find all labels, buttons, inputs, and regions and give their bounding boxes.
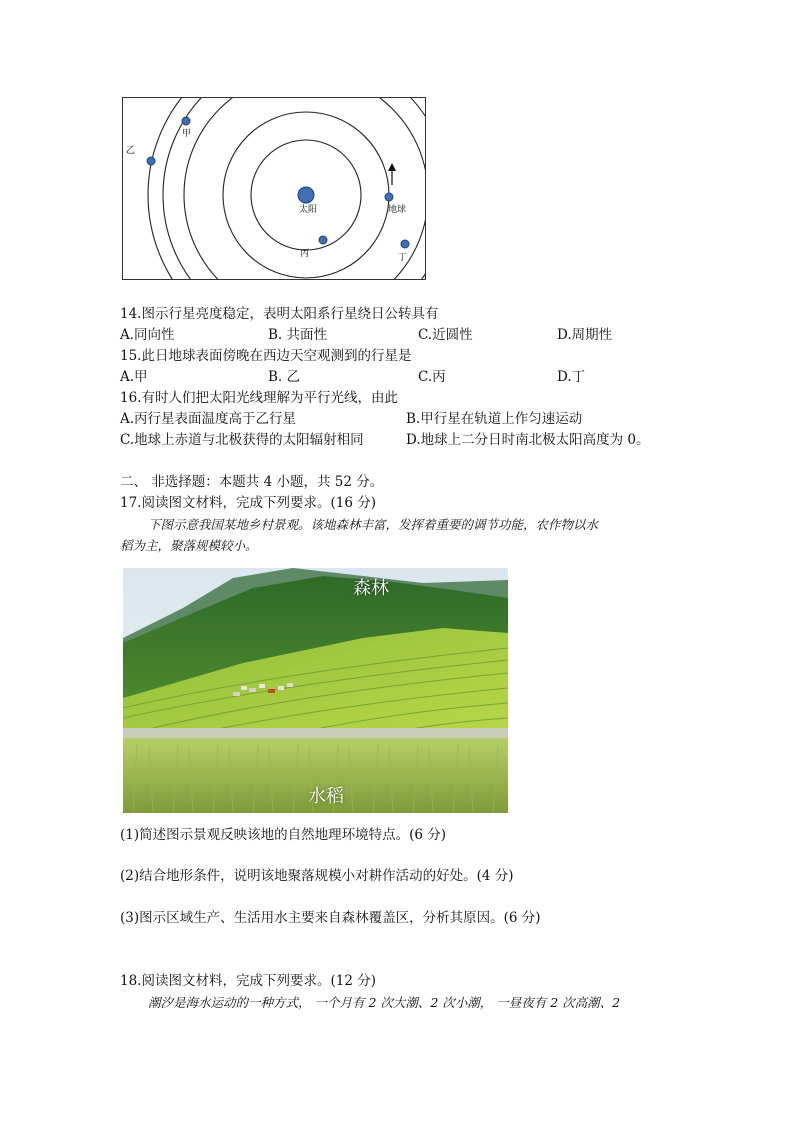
q17-material-line-2: 稻为主，聚落规模较小。 [120,538,258,553]
q18-material-line-1: 潮汐是海水运动的一种方式， 一个月有 2 次大潮、2 次小潮， 一昼夜有 2 次高潮、2 [148,995,621,1010]
q16-stem: 16.有时人们把太阳光线理解为平行光线，由此 [120,390,398,406]
sun-label: 太阳 [299,205,318,215]
orbit-diagram-svg [123,98,426,280]
q17-material-line-1: 下图示意我国某地乡村景观。该地森林丰富，发挥着重要的调节功能，农作物以水 [148,517,599,532]
earth-label: 地球 [388,205,407,215]
q17-subquestion-2: (2)结合地形条件，说明该地聚落规模小对耕作活动的好处。(4 分) [120,868,514,884]
planet-yi [147,157,155,165]
q16-option-c: C.地球上赤道与北极获得的太阳辐射相同 [120,432,364,448]
q15-option-a: A.甲 [120,369,148,385]
village-landscape-photo [123,568,508,813]
section-two-heading: 二、 非选择题：本题共 4 小题，共 52 分。 [120,474,384,490]
orbit-ding [163,98,426,280]
planet-bing [319,236,327,244]
q14-option-c: C.近圆性 [418,327,473,343]
q16-option-b: B.甲行星在轨道上作匀速运动 [406,411,583,427]
planet-earth [385,193,393,201]
earth-motion-arrow [388,163,396,185]
q18-stem: 18.阅读图文材料，完成下列要求。(12 分) [120,973,376,989]
q14-option-a: A.同向性 [120,327,175,343]
planet-bing-label: 丙 [300,249,310,259]
q15-option-b: B. 乙 [268,369,301,385]
q14-option-d: D.周期性 [557,327,613,343]
q15-option-c: C.丙 [418,369,446,385]
q17-subquestion-3: (3)图示区域生产、生活用水主要来自森林覆盖区，分析其原因。(6 分) [120,910,541,926]
planet-ding [401,240,409,248]
q15-stem: 15.此日地球表面傍晚在西边天空观测到的行星是 [120,348,412,364]
planet-yi-label: 乙 [126,146,136,156]
q15-option-d: D.丁 [557,369,586,385]
q14-stem: 14.图示行星亮度稳定，表明太阳系行星绕日公转具有 [120,306,439,322]
q14-option-b: B. 共面性 [268,327,328,343]
planet-jia-label: 甲 [182,129,192,139]
q16-option-d: D.地球上二分日时南北极太阳高度为 0。 [406,432,650,448]
solar-system-diagram [122,97,426,280]
q17-subquestion-1: (1)简述图示景观反映该地的自然地理环境特点。(6 分) [120,827,447,843]
planet-jia [182,117,190,125]
landscape-illustration [123,568,508,813]
forest-label: 森林 [353,578,389,599]
q17-stem: 17.阅读图文材料，完成下列要求。(16 分) [120,495,376,511]
q16-option-a: A.丙行星表面温度高于乙行星 [120,411,297,427]
sun [298,187,314,203]
rice-label: 水稻 [308,786,344,807]
planet-ding-label: 丁 [398,253,408,263]
